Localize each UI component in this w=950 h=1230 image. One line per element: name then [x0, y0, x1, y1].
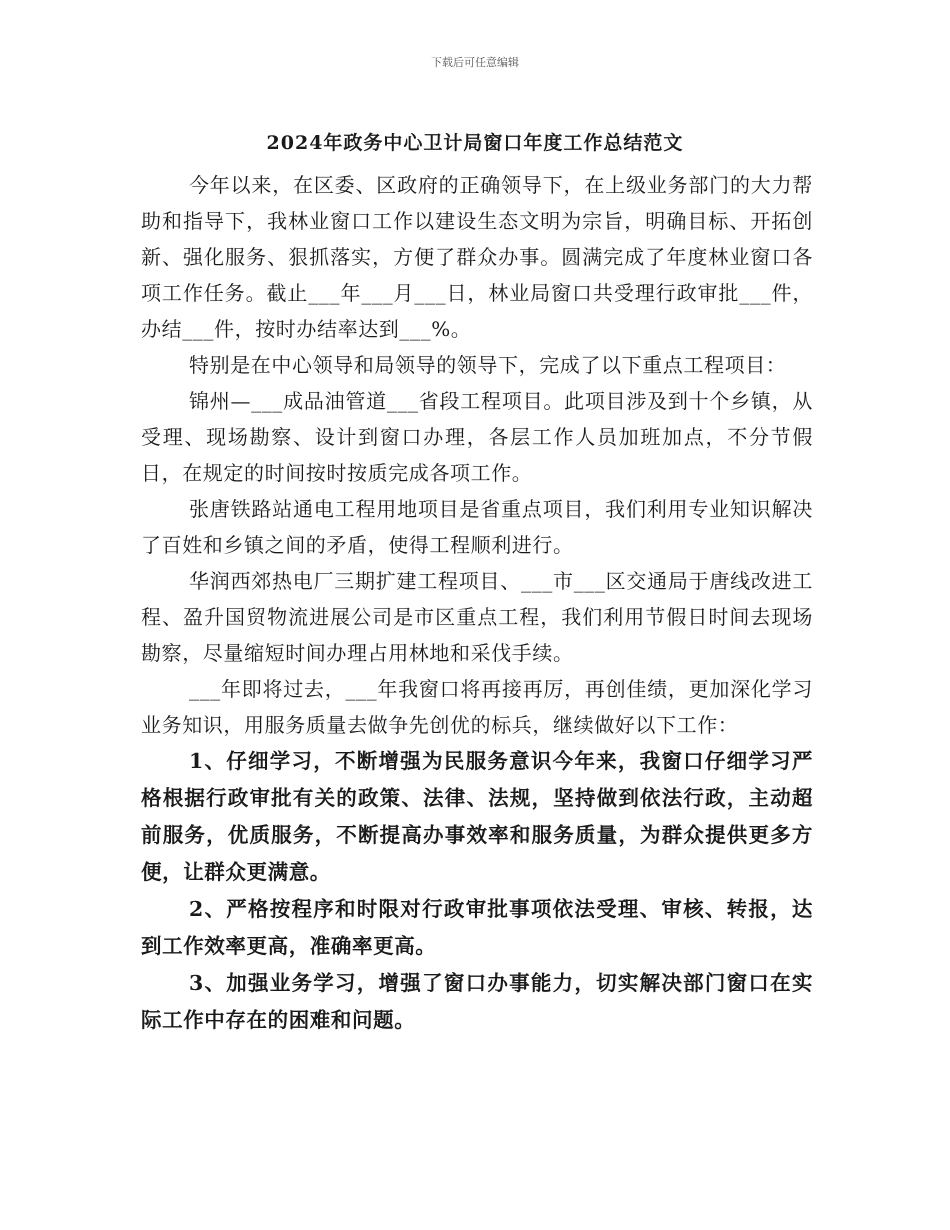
paragraph-outlook: ___年即将过去，___年我窗口将再接再厉，再创佳绩，更加深化学习业务知识，用服务质量去做争先创优的标兵，继续做好以下工作：	[141, 677, 813, 737]
document-body	[141, 167, 813, 1039]
document-title: 2024年政务中心卫计局窗口年度工作总结范文	[266, 132, 684, 154]
paragraph-project-zhangtang: 张唐铁路站通电工程用地项目是省重点项目，我们利用专业知识解决了百姓和乡镇之间的矛盾，使得工程顺利进行。	[141, 497, 813, 557]
paragraph-project-huarun: 华润西郊热电厂三期扩建工程项目、___市___区交通局于唐线改进工程、盈升国贸物流进展公司是市区重点工程，我们利用节假日时间去现场勘察，尽量缩短时间办理占用林地和采伐手续。	[141, 569, 813, 665]
paragraph-key-projects: 特别是在中心领导和局领导的领导下，完成了以下重点工程项目：	[189, 353, 787, 377]
paragraph-item-3: 3、加强业务学习，增强了窗口办事能力，切实解决部门窗口在实际工作中存在的困难和问题。	[141, 971, 813, 1032]
paragraph-intro: 今年以来，在区委、区政府的正确领导下，在上级业务部门的大力帮助和指导下，我林业窗口工作以建设生态文明为宗旨，明确目标、开拓创新、强化服务、狠抓落实，方便了群众办事。圆满完成了年度林业窗口各项工作任务。截止___年___月___日，林业局窗口共受理行政审批___件，办结___件，按时办结率达到___%。	[141, 173, 813, 341]
header-note: 下载后可任意编辑	[431, 56, 519, 69]
paragraph-item-1: 1、仔细学习，不断增强为民服务意识今年来，我窗口仔细学习严格根据行政审批有关的政策、法律、法规，坚持做到依法行政，主动超前服务，优质服务，不断提高办事效率和服务质量，为群众提供更多方便，让群众更满意。	[141, 749, 813, 884]
paragraph-item-2: 2、严格按程序和时限对行政审批事项依法受理、审核、转报，达到工作效率更高，准确率更高。	[141, 897, 813, 958]
paragraph-project-jinzhou: 锦州—___成品油管道___省段工程项目。此项目涉及到十个乡镇，从受理、现场勘察、设计到窗口办理，各层工作人员加班加点，不分节假日，在规定的时间按时按质完成各项工作。	[141, 389, 813, 485]
